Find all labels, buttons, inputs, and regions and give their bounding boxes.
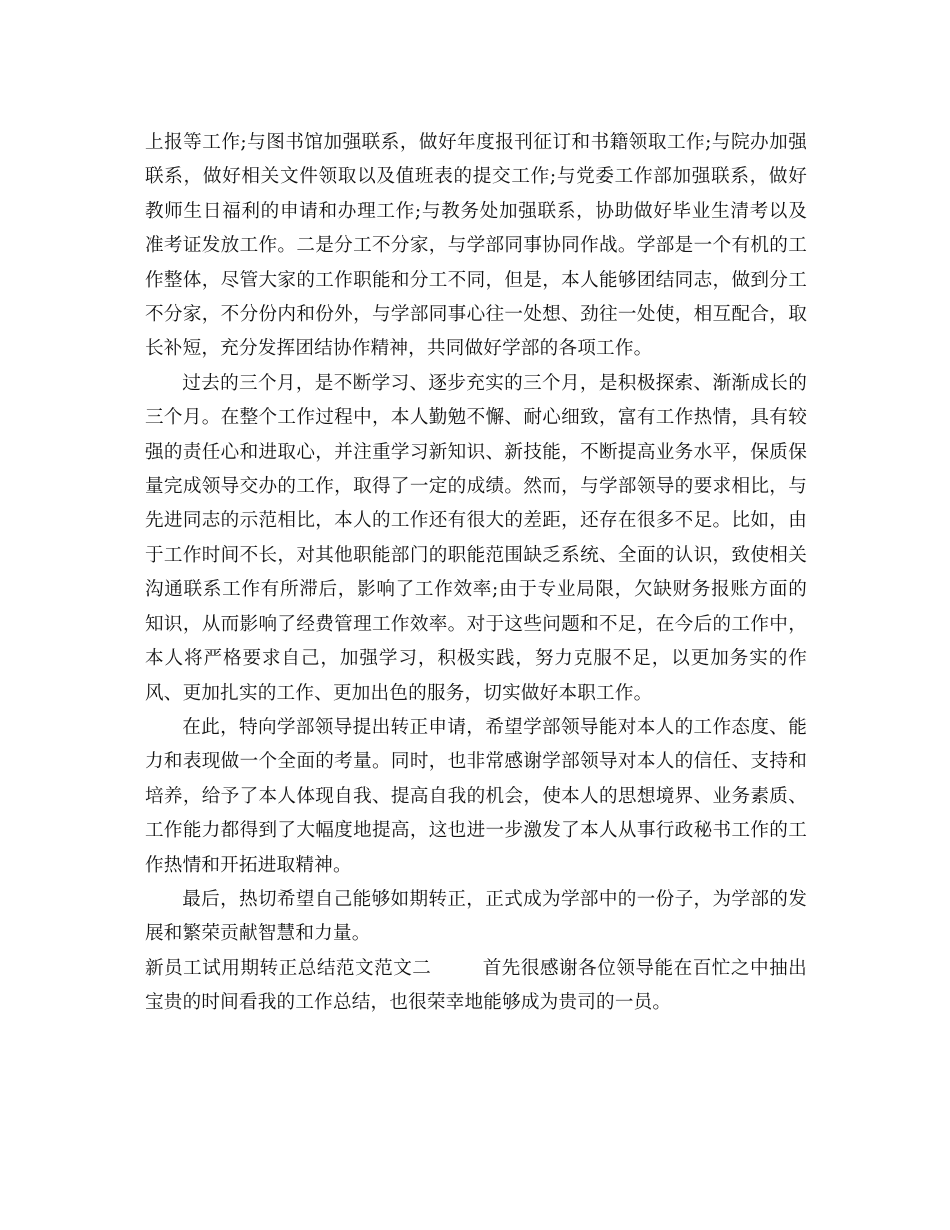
- paragraph-past-three-months: 过去的三个月，是不断学习、逐步充实的三个月，是积极探索、渐渐成长的三个月。在整个工作过程中，本人勤勉不懈、耐心细致，富有工作热情，具有较强的责任心和进取心，并注重学习新知识、新技能，不断提高业务水平，保质保量完成领导交办的工作，取得了一定的成绩。然而，与学部领导的要求相比，与先进同志的示范相比，本人的工作还有很大的差距，还存在很多不足。比如，由于工作时间不长，对其他职能部门的职能范围缺乏系统、全面的认识，致使相关沟通联系工作有所滞后，影响了工作效率;由于专业局限，欠缺财务报账方面的知识，从而影响了经费管理工作效率。对于这些问题和不足，在今后的工作中，本人将严格要求自己，加强学习，积极实践，努力克服不足，以更加务实的作风、更加扎实的工作、更加出色的服务，切实做好本职工作。: [145, 372, 807, 704]
- section-gap: [431, 958, 482, 979]
- document-body: [145, 126, 807, 1021]
- paragraph-regularization-request: 在此，特向学部领导提出转正申请，希望学部领导能对本人的工作态度、能力和表现做一个全面的考量。同时，也非常感谢学部领导对本人的信任、支持和培养，给予了本人体现自我、提高自我的机会，使本人的思想境界、业务素质、工作能力都得到了大幅度地提高，这也进一步激发了本人从事行政秘书工作的工作热情和开拓进取精神。: [145, 716, 807, 876]
- section-title: 新员工试用期转正总结范文范文二: [145, 957, 432, 979]
- section-two: [145, 952, 807, 1021]
- section-first-paragraph: 首先很感谢各位领导能在百忙之中抽出宝贵的时间看我的工作总结，也很荣幸地能够成为贵司的一员。: [145, 957, 807, 1014]
- paragraph-closing: 最后，热切希望自己能够如期转正，正式成为学部中的一份子，为学部的发展和繁荣贡献智慧和力量。: [145, 888, 807, 945]
- paragraph-continuation: 上报等工作;与图书馆加强联系，做好年度报刊征订和书籍领取工作;与院办加强联系，做好相关文件领取以及值班表的提交工作;与党委工作部加强联系，做好教师生日福利的申请和办理工作;与教务处加强联系，协助做好毕业生清考以及准考证发放工作。二是分工不分家，与学部同事协同作战。学部是一个有机的工作整体，尽管大家的工作职能和分工不同，但是，本人能够团结同志，做到分工不分家，不分份内和份外，与学部同事心往一处想、劲往一处使，相互配合，取长补短，充分发挥团结协作精神，共同做好学部的各项工作。: [145, 132, 807, 360]
